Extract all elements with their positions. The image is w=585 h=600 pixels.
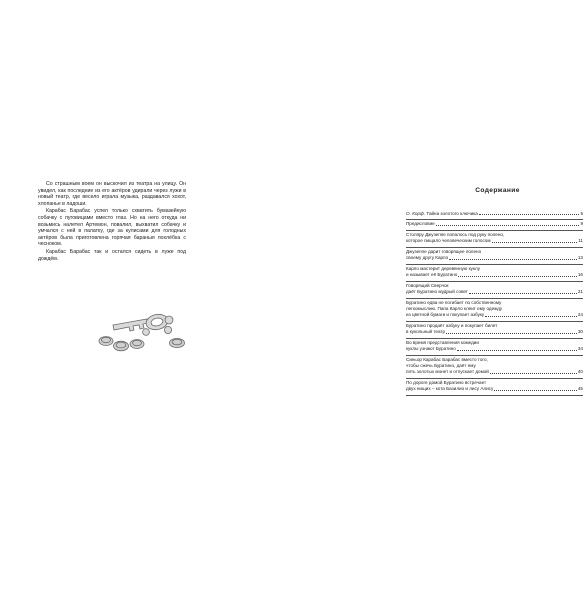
contents-entry-title: чтобы сжечь Буратино, даёт ему xyxy=(406,363,476,369)
contents-entry-title: которое пищало человеческим голосом xyxy=(406,238,491,244)
contents-entry[interactable] xyxy=(406,265,583,282)
gold-coin-icon xyxy=(99,337,185,351)
left-page xyxy=(0,0,200,600)
contents-entry-title: По дороге домой Буратино встречает xyxy=(406,380,487,386)
dot-leader xyxy=(485,316,577,317)
contents-entry-title: Джузеппе дарит говорящее полено xyxy=(406,249,482,255)
contents-entry-author: О. Корф. xyxy=(406,210,426,216)
contents-entry-title: Во время представления комедии xyxy=(406,340,479,346)
key-and-coins-illustration xyxy=(95,303,190,358)
contents-entry[interactable] xyxy=(406,339,583,356)
contents-entry-title: своему другу Карло xyxy=(406,255,449,261)
contents-entry-page: 21 xyxy=(577,289,583,295)
contents-entry-title: Карло мастерит деревянную куклу xyxy=(406,266,481,272)
dot-leader xyxy=(449,259,577,260)
contents-entry-title: Говорящий Сверчок xyxy=(406,283,449,289)
contents-entry-page: 13 xyxy=(577,255,583,261)
contents-entry[interactable] xyxy=(406,356,583,379)
contents-entry-page: 16 xyxy=(577,272,583,278)
contents-entry[interactable] xyxy=(406,299,583,322)
story-paragraph: Карабас Барабас так и остался сидеть в луже под дождём. xyxy=(38,248,186,262)
contents-entry-title: пять золотых монет и отпускает домой xyxy=(406,369,489,375)
dot-leader xyxy=(446,333,577,334)
story-paragraph: Со страшным воем он выскочил из театра на улицу. Он увидел, как последние из его актёров удирали через лужи в новый театр, где весело играла музыка, раздавался хохот, хлопанье в ладоши. xyxy=(38,181,186,207)
story-text xyxy=(38,181,186,262)
contents-entry-title: Синьор Карабас Барабас вместо того, xyxy=(406,357,488,363)
dot-leader xyxy=(436,225,580,226)
dot-leader xyxy=(469,293,577,294)
contents-entry[interactable] xyxy=(406,231,583,248)
golden-key-icon xyxy=(113,312,173,335)
right-page xyxy=(200,0,583,600)
contents-entry-page: 9 xyxy=(580,221,583,227)
contents-entry[interactable] xyxy=(406,379,583,396)
contents-title: Содержание xyxy=(475,187,520,194)
contents-list xyxy=(406,209,583,396)
contents-entry[interactable] xyxy=(406,282,583,299)
contents-entry-title: даёт Буратино мудрый совет xyxy=(406,289,468,295)
contents-entry-title: Столяру Джузеппе попалось под руку полено, xyxy=(406,232,505,238)
contents-entry[interactable] xyxy=(406,322,583,339)
contents-entry-title: куклы узнают Буратино xyxy=(406,346,456,352)
dot-leader xyxy=(494,390,577,391)
contents-entry[interactable] xyxy=(406,220,583,231)
contents-entry-page: 11 xyxy=(578,238,583,244)
contents-entry-title: Буратино продаёт азбуку и покупает билет xyxy=(406,323,498,329)
story-paragraph: Карабас Барабас успел только схватить бумазейную собачку с пуговицами вместо глаз. Но на него откуда ни возьмись налетел Артемон, повалил, выхватил собачку и умчался с ней в палатку, где за кулисами для голодных актёров была приготовлена горячая бараныя похлёбка с чесноком. xyxy=(38,208,186,248)
dot-leader xyxy=(458,276,577,277)
contents-entry-title: Тайна золотого ключика xyxy=(425,210,478,216)
contents-entry-page: 24 xyxy=(577,312,583,318)
contents-entry-title: двух нищих – кота Базилио и лису Алису xyxy=(406,386,494,392)
contents-entry-page: 5 xyxy=(580,210,583,216)
contents-entry-page: 40 xyxy=(577,369,583,375)
contents-entry[interactable] xyxy=(406,209,583,220)
contents-entry-title: Буратино едва не погибает по собственному xyxy=(406,300,502,306)
dot-leader xyxy=(457,350,577,351)
contents-entry-page: 30 xyxy=(577,329,583,335)
dot-leader xyxy=(492,242,578,243)
contents-entry-title: легкомыслию. Папа Карло клеит ему одежду xyxy=(406,306,503,312)
contents-entry-title: Предисловие xyxy=(406,221,435,227)
contents-entry-page: 45 xyxy=(577,386,583,392)
dot-leader xyxy=(479,214,580,215)
contents-entry-title: и называет её Буратино xyxy=(406,272,458,278)
contents-entry-title: из цветной бумаги и покупает азбуку xyxy=(406,312,485,318)
dot-leader xyxy=(490,373,577,374)
contents-entry-page: 34 xyxy=(577,346,583,352)
contents-entry[interactable] xyxy=(406,248,583,265)
contents-entry-title: в кукольный театр xyxy=(406,329,446,335)
